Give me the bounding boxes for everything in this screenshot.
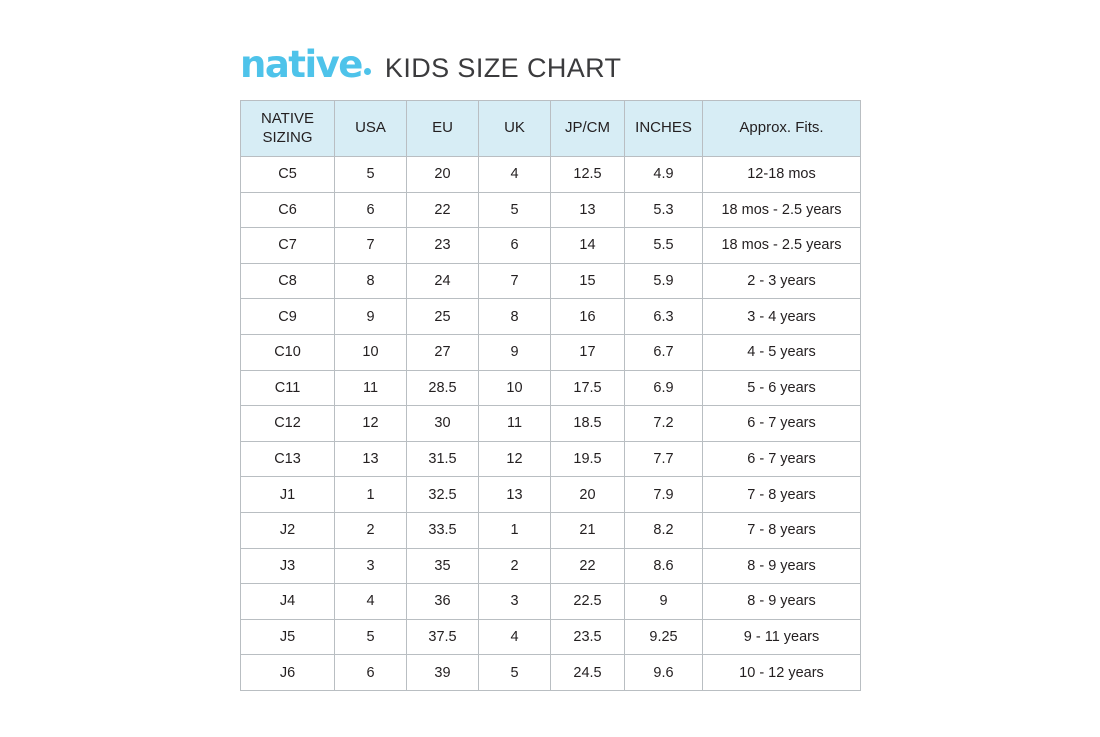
cell-eu: 31.5 bbox=[407, 441, 479, 477]
table-row bbox=[241, 192, 861, 228]
table-row bbox=[241, 406, 861, 442]
cell-native: J6 bbox=[241, 655, 335, 691]
cell-native: J4 bbox=[241, 584, 335, 620]
table-row bbox=[241, 157, 861, 193]
cell-native: C8 bbox=[241, 263, 335, 299]
cell-fits: 2 - 3 years bbox=[703, 263, 861, 299]
cell-usa: 8 bbox=[335, 263, 407, 299]
cell-usa: 6 bbox=[335, 655, 407, 691]
cell-eu: 22 bbox=[407, 192, 479, 228]
cell-uk: 1 bbox=[479, 512, 551, 548]
cell-usa: 5 bbox=[335, 619, 407, 655]
cell-eu: 24 bbox=[407, 263, 479, 299]
column-header-jpcm: JP/CM bbox=[551, 101, 625, 157]
column-header-native-sizing bbox=[241, 101, 335, 157]
table-row bbox=[241, 548, 861, 584]
cell-native: C5 bbox=[241, 157, 335, 193]
cell-eu: 36 bbox=[407, 584, 479, 620]
cell-inches: 9.6 bbox=[625, 655, 703, 691]
cell-native: C10 bbox=[241, 334, 335, 370]
column-header-inches: INCHES bbox=[625, 101, 703, 157]
table-row bbox=[241, 584, 861, 620]
cell-fits: 4 - 5 years bbox=[703, 334, 861, 370]
column-header-usa: USA bbox=[335, 101, 407, 157]
cell-uk: 4 bbox=[479, 157, 551, 193]
cell-fits: 18 mos - 2.5 years bbox=[703, 228, 861, 264]
cell-native: C13 bbox=[241, 441, 335, 477]
cell-inches: 7.2 bbox=[625, 406, 703, 442]
table-row bbox=[241, 441, 861, 477]
table-row bbox=[241, 263, 861, 299]
cell-jpcm: 22.5 bbox=[551, 584, 625, 620]
column-header-native-line1: NATIVE bbox=[260, 109, 315, 127]
table-header-row bbox=[241, 101, 861, 157]
cell-usa: 10 bbox=[335, 334, 407, 370]
cell-usa: 6 bbox=[335, 192, 407, 228]
cell-fits: 10 - 12 years bbox=[703, 655, 861, 691]
cell-jpcm: 19.5 bbox=[551, 441, 625, 477]
cell-native: C9 bbox=[241, 299, 335, 335]
cell-inches: 5.5 bbox=[625, 228, 703, 264]
cell-uk: 6 bbox=[479, 228, 551, 264]
column-header-native-line2: SIZING bbox=[262, 128, 313, 146]
cell-usa: 3 bbox=[335, 548, 407, 584]
cell-inches: 6.3 bbox=[625, 299, 703, 335]
cell-usa: 1 bbox=[335, 477, 407, 513]
cell-uk: 7 bbox=[479, 263, 551, 299]
cell-inches: 7.9 bbox=[625, 477, 703, 513]
cell-fits: 8 - 9 years bbox=[703, 548, 861, 584]
cell-fits: 12-18 mos bbox=[703, 157, 861, 193]
cell-jpcm: 17 bbox=[551, 334, 625, 370]
cell-jpcm: 21 bbox=[551, 512, 625, 548]
cell-fits: 6 - 7 years bbox=[703, 406, 861, 442]
cell-inches: 5.9 bbox=[625, 263, 703, 299]
cell-usa: 5 bbox=[335, 157, 407, 193]
cell-inches: 5.3 bbox=[625, 192, 703, 228]
cell-native: J1 bbox=[241, 477, 335, 513]
table-row bbox=[241, 370, 861, 406]
cell-native: C6 bbox=[241, 192, 335, 228]
table-row bbox=[241, 655, 861, 691]
cell-jpcm: 15 bbox=[551, 263, 625, 299]
cell-uk: 4 bbox=[479, 619, 551, 655]
cell-native: J3 bbox=[241, 548, 335, 584]
cell-native: C7 bbox=[241, 228, 335, 264]
cell-jpcm: 12.5 bbox=[551, 157, 625, 193]
cell-usa: 7 bbox=[335, 228, 407, 264]
table-row bbox=[241, 228, 861, 264]
cell-eu: 28.5 bbox=[407, 370, 479, 406]
cell-uk: 5 bbox=[479, 655, 551, 691]
cell-fits: 18 mos - 2.5 years bbox=[703, 192, 861, 228]
cell-uk: 13 bbox=[479, 477, 551, 513]
cell-usa: 11 bbox=[335, 370, 407, 406]
native-logo bbox=[240, 43, 371, 86]
cell-uk: 5 bbox=[479, 192, 551, 228]
table-row bbox=[241, 512, 861, 548]
cell-eu: 32.5 bbox=[407, 477, 479, 513]
cell-uk: 2 bbox=[479, 548, 551, 584]
cell-jpcm: 24.5 bbox=[551, 655, 625, 691]
cell-inches: 6.9 bbox=[625, 370, 703, 406]
cell-eu: 33.5 bbox=[407, 512, 479, 548]
page-title: KIDS SIZE CHART bbox=[384, 53, 622, 83]
cell-usa: 2 bbox=[335, 512, 407, 548]
column-header-approx-fits: Approx. Fits. bbox=[703, 101, 861, 157]
kids-size-chart-table bbox=[240, 100, 861, 691]
cell-uk: 11 bbox=[479, 406, 551, 442]
cell-native: J2 bbox=[241, 512, 335, 548]
cell-inches: 9.25 bbox=[625, 619, 703, 655]
cell-inches: 8.2 bbox=[625, 512, 703, 548]
cell-native: C12 bbox=[241, 406, 335, 442]
cell-uk: 12 bbox=[479, 441, 551, 477]
cell-inches: 7.7 bbox=[625, 441, 703, 477]
cell-eu: 25 bbox=[407, 299, 479, 335]
cell-inches: 6.7 bbox=[625, 334, 703, 370]
cell-uk: 8 bbox=[479, 299, 551, 335]
cell-usa: 4 bbox=[335, 584, 407, 620]
cell-eu: 30 bbox=[407, 406, 479, 442]
cell-eu: 35 bbox=[407, 548, 479, 584]
cell-jpcm: 16 bbox=[551, 299, 625, 335]
table-row bbox=[241, 299, 861, 335]
cell-usa: 12 bbox=[335, 406, 407, 442]
cell-uk: 10 bbox=[479, 370, 551, 406]
chart-header bbox=[240, 43, 622, 86]
cell-usa: 9 bbox=[335, 299, 407, 335]
table-body bbox=[241, 157, 861, 691]
cell-jpcm: 18.5 bbox=[551, 406, 625, 442]
cell-uk: 9 bbox=[479, 334, 551, 370]
cell-native: C11 bbox=[241, 370, 335, 406]
cell-jpcm: 14 bbox=[551, 228, 625, 264]
column-header-uk: UK bbox=[479, 101, 551, 157]
brand-dot-icon bbox=[364, 68, 371, 75]
cell-eu: 37.5 bbox=[407, 619, 479, 655]
cell-fits: 8 - 9 years bbox=[703, 584, 861, 620]
cell-jpcm: 13 bbox=[551, 192, 625, 228]
cell-jpcm: 23.5 bbox=[551, 619, 625, 655]
cell-uk: 3 bbox=[479, 584, 551, 620]
table-row bbox=[241, 619, 861, 655]
cell-jpcm: 22 bbox=[551, 548, 625, 584]
cell-inches: 9 bbox=[625, 584, 703, 620]
cell-fits: 5 - 6 years bbox=[703, 370, 861, 406]
column-header-eu: EU bbox=[407, 101, 479, 157]
cell-fits: 7 - 8 years bbox=[703, 477, 861, 513]
cell-fits: 7 - 8 years bbox=[703, 512, 861, 548]
cell-fits: 9 - 11 years bbox=[703, 619, 861, 655]
cell-jpcm: 20 bbox=[551, 477, 625, 513]
table-row bbox=[241, 334, 861, 370]
cell-native: J5 bbox=[241, 619, 335, 655]
cell-fits: 6 - 7 years bbox=[703, 441, 861, 477]
cell-eu: 39 bbox=[407, 655, 479, 691]
brand-wordmark: native bbox=[240, 43, 362, 86]
cell-inches: 8.6 bbox=[625, 548, 703, 584]
cell-eu: 20 bbox=[407, 157, 479, 193]
cell-eu: 27 bbox=[407, 334, 479, 370]
cell-eu: 23 bbox=[407, 228, 479, 264]
cell-usa: 13 bbox=[335, 441, 407, 477]
cell-fits: 3 - 4 years bbox=[703, 299, 861, 335]
cell-inches: 4.9 bbox=[625, 157, 703, 193]
cell-jpcm: 17.5 bbox=[551, 370, 625, 406]
table-row bbox=[241, 477, 861, 513]
